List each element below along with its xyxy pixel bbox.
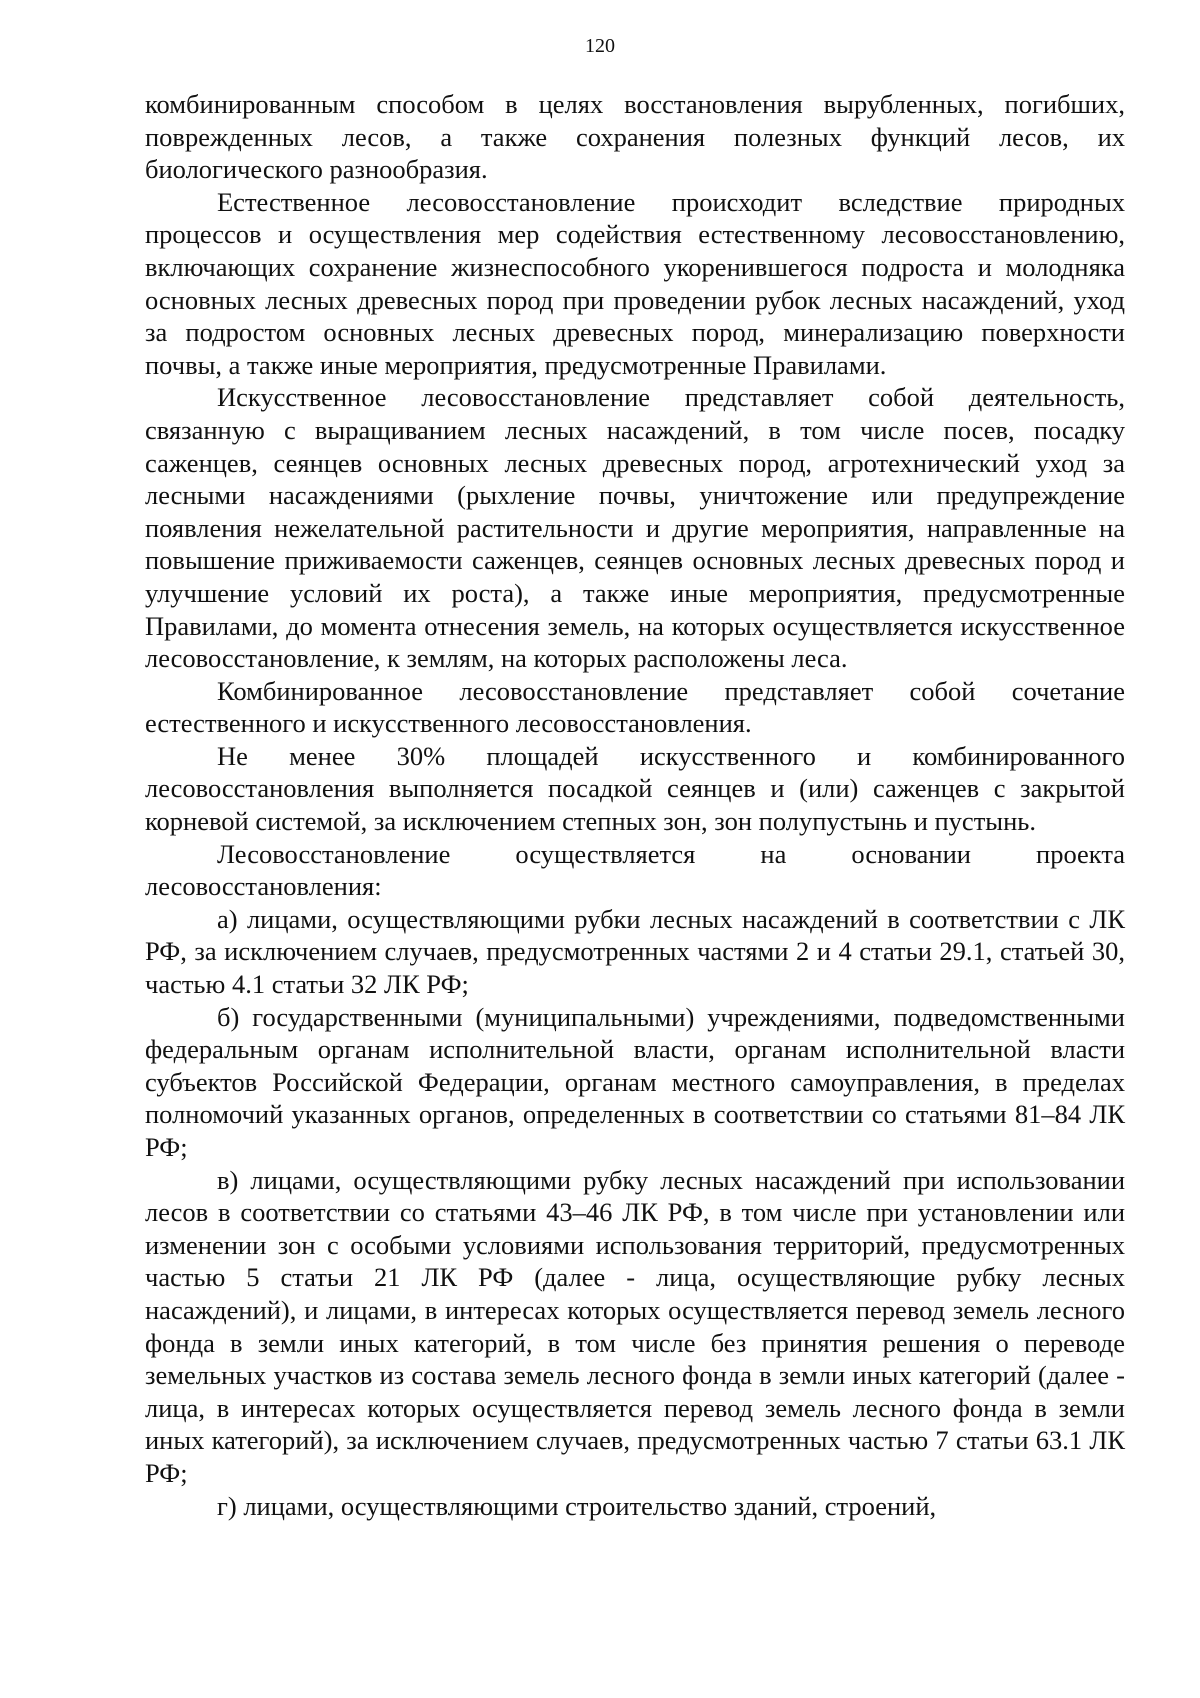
document-body <box>145 88 1125 1522</box>
list-item-b: б) государственными (муниципальными) учреждениями, подведомственными федеральным органам исполнительной власти, органам исполнительной власти субъектов Российской Федерации, органам местного самоуправления, в пределах полномочий указанных органов, определенных в соответствии со статьями 81–84 ЛК РФ; <box>145 1001 1125 1162</box>
list-item-a: а) лицами, осуществляющими рубки лесных насаждений в соответствии с ЛК РФ, за исключением случаев, предусмотренных частями 2 и 4 статьи 29.1, статьей 30, частью 4.1 статьи 32 ЛК РФ; <box>145 903 1125 1000</box>
list-item-g: г) лицами, осуществляющими строительство зданий, строений, <box>217 1490 937 1521</box>
page-number: 120 <box>585 35 615 57</box>
paragraph-combined-reforestation: Комбинированное лесовосстановление представляет собой сочетание естественного и искусственного лесовосстановления. <box>145 675 1125 739</box>
paragraph-natural-reforestation: Естественное лесовосстановление происходит вследствие природных процессов и осуществления мер содействия естественному лесовосстановлению, включающих сохранение жизнеспособного укоренившегося подроста и молодняка основных лесных древесных пород при проведении рубок лесных насаждений, уход за подростом основных лесных древесных пород, минерализацию поверхности почвы, а также иные мероприятия, предусмотренные Правилами. <box>145 186 1125 380</box>
paragraph-project-basis: Лесовосстановление осуществляется на основании проекта лесовосстановления: <box>145 838 1125 902</box>
paragraph-continuation: комбинированным способом в целях восстановления вырубленных, погибших, поврежденных лесов, а также сохранения полезных функций лесов, их биологического разнообразия. <box>145 89 1125 185</box>
list-item-v: в) лицами, осуществляющими рубку лесных насаждений при использовании лесов в соответствии со статьями 43–46 ЛК РФ, в том числе при установлении или изменении зон с особыми условиями использования территорий, предусмотренных частью 5 статьи 21 ЛК РФ (далее - лица, осуществляющие рубку лесных насаждений), и лицами, в интересах которых осуществляется перевод земель лесного фонда в земли иных категорий, в том числе без принятия решения о переводе земельных участков из состава земель лесного фонда в земли иных категорий (далее - лица, в интересах которых осуществляется перевод земель лесного фонда в земли иных категорий), за исключением случаев, предусмотренных частью 7 статьи 63.1 ЛК РФ; <box>145 1164 1125 1488</box>
paragraph-closed-root-system: Не менее 30% площадей искусственного и комбинированного лесовосстановления выполняется посадкой сеянцев и (или) саженцев с закрытой корневой системой, за исключением степных зон, зон полупустынь и пустынь. <box>145 740 1125 837</box>
paragraph-artificial-reforestation: Искусственное лесовосстановление представляет собой деятельность, связанную с выращиванием лесных насаждений, в том числе посев, посадку саженцев, сеянцев основных лесных древесных пород, агротехнический уход за лесными насаждениями (рыхление почвы, уничтожение или предупреждение появления нежелательной растительности и другие мероприятия, направленные на повышение приживаемости саженцев, сеянцев основных лесных древесных пород и улучшение условий их роста), а также иные мероприятия, предусмотренные Правилами, до момента отнесения земель, на которых осуществляется искусственное лесовосстановление, к землям, на которых расположены леса. <box>145 382 1125 674</box>
